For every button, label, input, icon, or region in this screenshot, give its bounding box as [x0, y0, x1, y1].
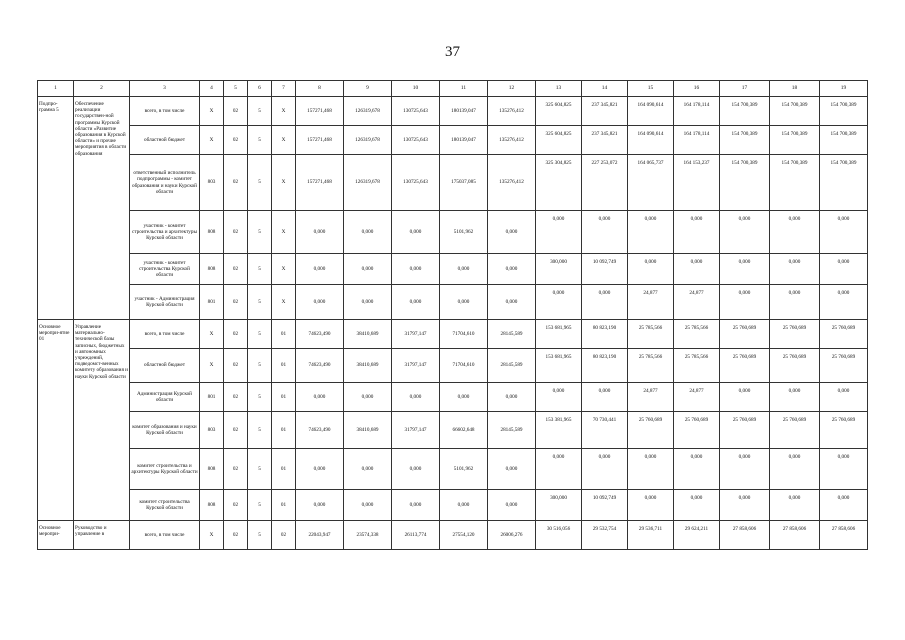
value-cell: 154 700,389 [820, 126, 868, 155]
column-header: 1 [38, 81, 74, 97]
table-row [38, 383, 868, 412]
rz-cell: 02 [224, 412, 248, 449]
column-header: 5 [224, 81, 248, 97]
value-cell: 0,000 [392, 285, 440, 320]
column-header: 17 [720, 81, 770, 97]
value-cell: 130725,643 [392, 155, 440, 211]
status-cell: Основное меропри-ятие 01 [38, 320, 74, 521]
value-cell: 25 760,689 [720, 349, 770, 383]
value-cell: 0,000 [628, 211, 674, 254]
value-cell: 164 065,737 [628, 155, 674, 211]
value-cell: 0,000 [628, 449, 674, 490]
value-cell: 0,000 [720, 211, 770, 254]
value-cell: 0,000 [582, 449, 628, 490]
value-cell: 227 253,072 [582, 155, 628, 211]
value-cell: 164 090,614 [628, 97, 674, 126]
value-cell: 24,877 [674, 285, 720, 320]
value-cell: 0,000 [820, 490, 868, 521]
grbs-cell: Х [200, 349, 224, 383]
pr-cell: 5 [248, 285, 272, 320]
value-cell: 22043,947 [296, 521, 344, 550]
column-header: 15 [628, 81, 674, 97]
rz-cell: 02 [224, 349, 248, 383]
value-cell: 0,000 [536, 211, 582, 254]
csr-cell: 01 [272, 349, 296, 383]
funding-source-cell: всего, в том числе [130, 320, 200, 349]
value-cell: 0,000 [720, 383, 770, 412]
value-cell: 0,000 [440, 490, 488, 521]
value-cell: 180139,047 [440, 97, 488, 126]
value-cell: 0,000 [820, 285, 868, 320]
value-cell: 30 516,056 [536, 521, 582, 550]
value-cell: 135276,412 [488, 126, 536, 155]
value-cell: 0,000 [770, 449, 820, 490]
column-header: 14 [582, 81, 628, 97]
value-cell: 0,000 [770, 254, 820, 285]
value-cell: 0,000 [440, 254, 488, 285]
value-cell: 25 760,689 [820, 349, 868, 383]
rz-cell: 02 [224, 126, 248, 155]
rz-cell: 02 [224, 449, 248, 490]
table-row [38, 211, 868, 254]
value-cell: 0,000 [820, 383, 868, 412]
value-cell: 154 700,389 [720, 126, 770, 155]
table-row [38, 490, 868, 521]
value-cell: 71704,610 [440, 320, 488, 349]
value-cell: 0,000 [392, 449, 440, 490]
value-cell: 0,000 [488, 285, 536, 320]
value-cell: 130725,643 [392, 126, 440, 155]
status-cell: Основное меропри- [38, 521, 74, 550]
value-cell: 135276,412 [488, 97, 536, 126]
value-cell: 5101,962 [440, 211, 488, 254]
funding-source-cell: участник - Администрация Курской области [130, 285, 200, 320]
value-cell: 164 153,237 [674, 155, 720, 211]
table-row [38, 285, 868, 320]
value-cell: 157271,468 [296, 97, 344, 126]
funding-source-cell: всего, в том числе [130, 521, 200, 550]
value-cell: 153 381,965 [536, 412, 582, 449]
value-cell: 0,000 [488, 490, 536, 521]
csr-cell: Х [272, 97, 296, 126]
funding-source-cell: Администрация Курской области [130, 383, 200, 412]
value-cell: 25 760,689 [820, 320, 868, 349]
value-cell: 74623,490 [296, 320, 344, 349]
funding-source-cell: областной бюджет [130, 349, 200, 383]
column-header: 12 [488, 81, 536, 97]
value-cell: 25 785,566 [628, 320, 674, 349]
csr-cell: 01 [272, 449, 296, 490]
value-cell: 0,000 [720, 254, 770, 285]
csr-cell: 02 [272, 521, 296, 550]
value-cell: 24,877 [628, 285, 674, 320]
column-header: 19 [820, 81, 868, 97]
value-cell: 0,000 [770, 490, 820, 521]
value-cell: 0,000 [488, 449, 536, 490]
rz-cell: 02 [224, 490, 248, 521]
value-cell: 130725,643 [392, 97, 440, 126]
pr-cell: 5 [248, 320, 272, 349]
value-cell: 25 785,566 [628, 349, 674, 383]
value-cell: 0,000 [392, 490, 440, 521]
column-header: 9 [344, 81, 392, 97]
value-cell: 66602,648 [440, 412, 488, 449]
rz-cell: 02 [224, 383, 248, 412]
value-cell: 25 785,566 [674, 320, 720, 349]
table-row [38, 521, 868, 550]
value-cell: 126319,678 [344, 126, 392, 155]
grbs-cell: 803 [200, 412, 224, 449]
value-cell: 27554,120 [440, 521, 488, 550]
pr-cell: 5 [248, 412, 272, 449]
csr-cell: 01 [272, 320, 296, 349]
value-cell: 0,000 [720, 449, 770, 490]
value-cell: 154 700,389 [820, 97, 868, 126]
funding-source-cell: участник - комитет строительства Курской области [130, 254, 200, 285]
value-cell: 80 823,190 [582, 320, 628, 349]
value-cell: 300,000 [536, 490, 582, 521]
value-cell: 0,000 [344, 449, 392, 490]
value-cell: 29 624,211 [674, 521, 720, 550]
value-cell: 300,000 [536, 254, 582, 285]
budget-table [37, 80, 868, 550]
value-cell: 164 178,114 [674, 97, 720, 126]
value-cell: 25 760,689 [770, 349, 820, 383]
grbs-cell: 808 [200, 449, 224, 490]
value-cell: 0,000 [770, 211, 820, 254]
value-cell: 31797,147 [392, 320, 440, 349]
rz-cell: 02 [224, 320, 248, 349]
value-cell: 38410,689 [344, 320, 392, 349]
column-header: 6 [248, 81, 272, 97]
value-cell: 154 700,389 [820, 155, 868, 211]
rz-cell: 02 [224, 285, 248, 320]
value-cell: 0,000 [296, 449, 344, 490]
csr-cell: Х [272, 254, 296, 285]
table-row [38, 449, 868, 490]
value-cell: 0,000 [488, 211, 536, 254]
program-name-cell: Обеспечение реализации государствен-ной программы Курской области «Развитие образования в Курской области» и прочие мероприятия в области образования [74, 97, 130, 320]
csr-cell: 01 [272, 383, 296, 412]
value-cell: 237 345,821 [582, 97, 628, 126]
column-header: 13 [536, 81, 582, 97]
program-name-cell: Управление материально-технической базы записных, бюджетных и автономных учреждений, подведомст-венных комитету образования и науки Курской области [74, 320, 130, 521]
value-cell: 74623,490 [296, 412, 344, 449]
column-header: 11 [440, 81, 488, 97]
value-cell: 175037,085 [440, 155, 488, 211]
value-cell: 153 681,965 [536, 320, 582, 349]
grbs-cell: 801 [200, 285, 224, 320]
table-row [38, 97, 868, 126]
grbs-cell: 808 [200, 490, 224, 521]
value-cell: 70 730,441 [582, 412, 628, 449]
value-cell: 28145,589 [488, 412, 536, 449]
funding-source-cell: всего, в том числе [130, 97, 200, 126]
value-cell: 25 760,689 [770, 320, 820, 349]
table-row [38, 254, 868, 285]
value-cell: 237 345,821 [582, 126, 628, 155]
value-cell: 0,000 [628, 490, 674, 521]
value-cell: 5101,962 [440, 449, 488, 490]
page-number: 37 [445, 44, 460, 60]
value-cell: 0,000 [582, 285, 628, 320]
value-cell: 0,000 [296, 285, 344, 320]
value-cell: 0,000 [582, 211, 628, 254]
value-cell: 0,000 [296, 490, 344, 521]
value-cell: 25 785,566 [674, 349, 720, 383]
column-header: 8 [296, 81, 344, 97]
value-cell: 154 700,389 [770, 126, 820, 155]
value-cell: 0,000 [770, 285, 820, 320]
value-cell: 0,000 [770, 383, 820, 412]
value-cell: 126319,678 [344, 97, 392, 126]
status-cell: Подпро-грамма 5 [38, 97, 74, 320]
value-cell: 0,000 [344, 254, 392, 285]
grbs-cell: Х [200, 126, 224, 155]
grbs-cell: 808 [200, 211, 224, 254]
value-cell: 0,000 [296, 254, 344, 285]
rz-cell: 02 [224, 254, 248, 285]
csr-cell: Х [272, 155, 296, 211]
value-cell: 164 090,614 [628, 126, 674, 155]
value-cell: 25 760,689 [720, 412, 770, 449]
value-cell: 0,000 [674, 211, 720, 254]
value-cell: 0,000 [344, 211, 392, 254]
value-cell: 0,000 [488, 254, 536, 285]
value-cell: 0,000 [820, 254, 868, 285]
value-cell: 157271,468 [296, 155, 344, 211]
value-cell: 10 092,749 [582, 490, 628, 521]
column-header: 18 [770, 81, 820, 97]
pr-cell: 5 [248, 449, 272, 490]
grbs-cell: Х [200, 97, 224, 126]
column-header: 2 [74, 81, 130, 97]
value-cell: 0,000 [440, 383, 488, 412]
rz-cell: 02 [224, 155, 248, 211]
pr-cell: 5 [248, 349, 272, 383]
value-cell: 180139,047 [440, 126, 488, 155]
value-cell: 0,000 [440, 285, 488, 320]
pr-cell: 5 [248, 126, 272, 155]
value-cell: 0,000 [674, 449, 720, 490]
grbs-cell: Х [200, 320, 224, 349]
value-cell: 0,000 [488, 383, 536, 412]
value-cell: 0,000 [820, 449, 868, 490]
value-cell: 0,000 [344, 490, 392, 521]
table-row [38, 412, 868, 449]
csr-cell: 01 [272, 490, 296, 521]
column-header: 4 [200, 81, 224, 97]
value-cell: 0,000 [674, 490, 720, 521]
value-cell: 0,000 [720, 490, 770, 521]
table-row [38, 349, 868, 383]
column-header: 3 [130, 81, 200, 97]
funding-source-cell: участник - комитет строительства и архитектуры Курской области [130, 211, 200, 254]
value-cell: 325 604,825 [536, 97, 582, 126]
value-cell: 80 823,190 [582, 349, 628, 383]
value-cell: 164 178,114 [674, 126, 720, 155]
value-cell: 24,877 [628, 383, 674, 412]
table-row [38, 155, 868, 211]
csr-cell: Х [272, 126, 296, 155]
rz-cell: 02 [224, 97, 248, 126]
value-cell: 153 681,965 [536, 349, 582, 383]
pr-cell: 5 [248, 521, 272, 550]
value-cell: 157271,468 [296, 126, 344, 155]
value-cell: 325 304,825 [536, 155, 582, 211]
value-cell: 23574,338 [344, 521, 392, 550]
pr-cell: 5 [248, 490, 272, 521]
value-cell: 0,000 [344, 383, 392, 412]
value-cell: 10 092,749 [582, 254, 628, 285]
value-cell: 0,000 [674, 254, 720, 285]
value-cell: 74623,490 [296, 349, 344, 383]
value-cell: 26113,774 [392, 521, 440, 550]
value-cell: 0,000 [344, 285, 392, 320]
grbs-cell: Х [200, 521, 224, 550]
value-cell: 71704,610 [440, 349, 488, 383]
rz-cell: 02 [224, 521, 248, 550]
grbs-cell: 801 [200, 383, 224, 412]
funding-source-cell: комитет строительства и архитектуры Курской области [130, 449, 200, 490]
csr-cell: Х [272, 211, 296, 254]
value-cell: 0,000 [296, 211, 344, 254]
value-cell: 25 760,689 [820, 412, 868, 449]
csr-cell: Х [272, 285, 296, 320]
value-cell: 154 700,389 [770, 97, 820, 126]
value-cell: 325 604,825 [536, 126, 582, 155]
value-cell: 0,000 [392, 383, 440, 412]
value-cell: 0,000 [628, 254, 674, 285]
value-cell: 28145,589 [488, 349, 536, 383]
value-cell: 27 858,606 [770, 521, 820, 550]
program-name-cell: Руководство и управление в [74, 521, 130, 550]
value-cell: 25 760,689 [674, 412, 720, 449]
value-cell: 31797,147 [392, 412, 440, 449]
pr-cell: 5 [248, 97, 272, 126]
value-cell: 154 700,389 [770, 155, 820, 211]
value-cell: 24,877 [674, 383, 720, 412]
column-header: 10 [392, 81, 440, 97]
value-cell: 38410,689 [344, 349, 392, 383]
value-cell: 0,000 [536, 449, 582, 490]
table-row [38, 126, 868, 155]
value-cell: 0,000 [582, 383, 628, 412]
funding-source-cell: областной бюджет [130, 126, 200, 155]
value-cell: 0,000 [820, 211, 868, 254]
funding-source-cell: комитет образования и науки Курской области [130, 412, 200, 449]
rz-cell: 02 [224, 211, 248, 254]
value-cell: 28145,589 [488, 320, 536, 349]
pr-cell: 5 [248, 383, 272, 412]
grbs-cell: 808 [200, 254, 224, 285]
funding-source-cell: комитет строительства Курской области [130, 490, 200, 521]
value-cell: 31797,147 [392, 349, 440, 383]
value-cell: 154 700,389 [720, 155, 770, 211]
value-cell: 135276,412 [488, 155, 536, 211]
value-cell: 0,000 [392, 254, 440, 285]
value-cell: 0,000 [296, 383, 344, 412]
value-cell: 0,000 [720, 285, 770, 320]
column-header: 7 [272, 81, 296, 97]
value-cell: 154 700,389 [720, 97, 770, 126]
value-cell: 29 532,754 [582, 521, 628, 550]
value-cell: 0,000 [392, 211, 440, 254]
table-row [38, 320, 868, 349]
value-cell: 25 760,689 [628, 412, 674, 449]
value-cell: 0,000 [536, 383, 582, 412]
pr-cell: 5 [248, 211, 272, 254]
pr-cell: 5 [248, 155, 272, 211]
grbs-cell: 803 [200, 155, 224, 211]
value-cell: 126319,678 [344, 155, 392, 211]
value-cell: 25 760,689 [770, 412, 820, 449]
value-cell: 25 760,689 [720, 320, 770, 349]
table-header-row [38, 81, 868, 97]
value-cell: 0,000 [536, 285, 582, 320]
value-cell: 27 858,606 [720, 521, 770, 550]
value-cell: 27 858,606 [820, 521, 868, 550]
value-cell: 26006,276 [488, 521, 536, 550]
value-cell: 38410,689 [344, 412, 392, 449]
funding-source-cell: ответственный исполнитель подпрограммы - комитет образования и науки Курской области [130, 155, 200, 211]
column-header: 16 [674, 81, 720, 97]
pr-cell: 5 [248, 254, 272, 285]
csr-cell: 01 [272, 412, 296, 449]
value-cell: 29 536,711 [628, 521, 674, 550]
